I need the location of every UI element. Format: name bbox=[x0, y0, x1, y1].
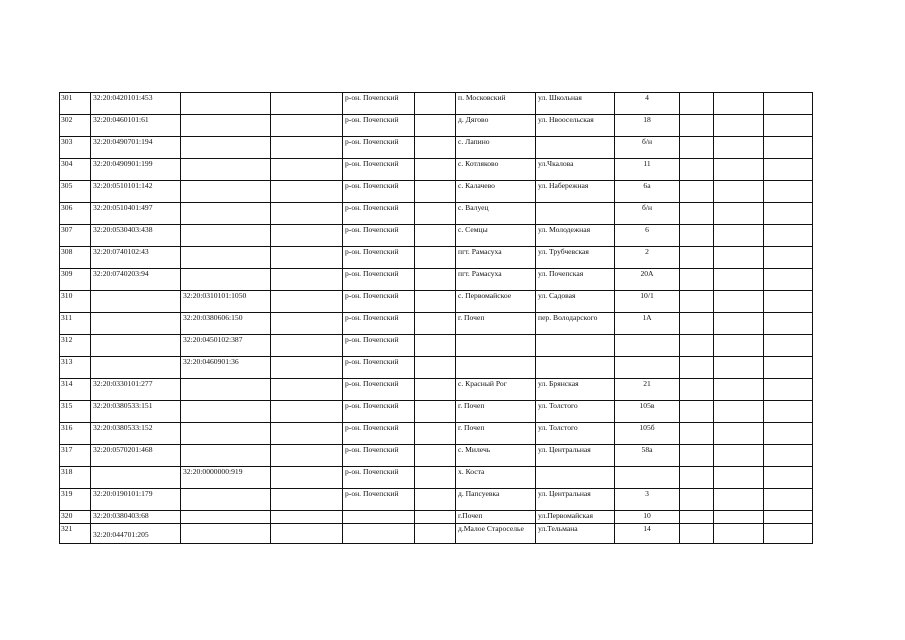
blank-cell bbox=[415, 313, 456, 335]
street-cell: ул. Молодежная bbox=[536, 225, 615, 247]
table-row bbox=[60, 225, 813, 247]
table-row bbox=[60, 489, 813, 511]
blank-cell bbox=[764, 511, 813, 524]
registry-table bbox=[59, 92, 813, 544]
table-row bbox=[60, 93, 813, 115]
street-cell: ул. Школьная bbox=[536, 93, 615, 115]
blank-cell bbox=[415, 225, 456, 247]
blank-cell bbox=[764, 313, 813, 335]
blank-cell bbox=[415, 115, 456, 137]
cadastral-number: 32:20:0380533:152 bbox=[91, 423, 181, 445]
cadastral-number: 32:20:0740203:94 bbox=[91, 269, 181, 291]
table-row bbox=[60, 247, 813, 269]
blank-cell bbox=[415, 181, 456, 203]
blank-cell bbox=[415, 445, 456, 467]
cadastral-number-alt: 32:20:0310101:1050 bbox=[181, 291, 271, 313]
house-cell: 2 bbox=[615, 247, 680, 269]
blank-cell bbox=[680, 524, 714, 544]
blank-cell bbox=[415, 291, 456, 313]
blank-cell bbox=[764, 467, 813, 489]
blank-cell bbox=[415, 489, 456, 511]
settlement-cell: г.Почеп bbox=[456, 511, 536, 524]
blank-cell bbox=[764, 269, 813, 291]
street-cell: ул. Центральная bbox=[536, 445, 615, 467]
row-number: 306 bbox=[60, 203, 91, 225]
blank-cell bbox=[680, 467, 714, 489]
blank-cell bbox=[680, 159, 714, 181]
row-number: 309 bbox=[60, 269, 91, 291]
row-number: 303 bbox=[60, 137, 91, 159]
row-number: 319 bbox=[60, 489, 91, 511]
district-cell: р-он. Почепский bbox=[343, 203, 415, 225]
row-number: 304 bbox=[60, 159, 91, 181]
house-cell: 105в bbox=[615, 401, 680, 423]
cadastral-number bbox=[91, 335, 181, 357]
house-cell: 21 bbox=[615, 379, 680, 401]
row-number: 314 bbox=[60, 379, 91, 401]
street-cell: ул.Чкалова bbox=[536, 159, 615, 181]
settlement-cell: д. Дягово bbox=[456, 115, 536, 137]
house-cell: б/н bbox=[615, 137, 680, 159]
blank-cell bbox=[764, 379, 813, 401]
house-cell: 20А bbox=[615, 269, 680, 291]
blank-cell bbox=[680, 379, 714, 401]
street-cell: ул. Нвоосельская bbox=[536, 115, 615, 137]
cadastral-number: 32:20:0460101:61 bbox=[91, 115, 181, 137]
row-number: 310 bbox=[60, 291, 91, 313]
blank-cell bbox=[714, 137, 764, 159]
street-cell: ул. Трубчевская bbox=[536, 247, 615, 269]
district-cell: р-он. Почепский bbox=[343, 467, 415, 489]
blank-cell bbox=[714, 423, 764, 445]
table-row bbox=[60, 269, 813, 291]
district-cell: р-он. Почепский bbox=[343, 225, 415, 247]
district-cell: р-он. Почепский bbox=[343, 93, 415, 115]
blank-cell bbox=[271, 524, 343, 544]
blank-cell bbox=[271, 335, 343, 357]
table-row bbox=[60, 524, 813, 544]
cadastral-number-alt bbox=[181, 379, 271, 401]
house-cell: 10/1 bbox=[615, 291, 680, 313]
blank-cell bbox=[680, 225, 714, 247]
house-cell bbox=[615, 467, 680, 489]
blank-cell bbox=[680, 269, 714, 291]
blank-cell bbox=[714, 93, 764, 115]
row-number: 320 bbox=[60, 511, 91, 524]
blank-cell bbox=[415, 159, 456, 181]
blank-cell bbox=[714, 269, 764, 291]
blank-cell bbox=[271, 489, 343, 511]
cadastral-number-alt bbox=[181, 401, 271, 423]
blank-cell bbox=[714, 247, 764, 269]
cadastral-number-alt: 32:20:0000000:919 bbox=[181, 467, 271, 489]
cadastral-number-alt bbox=[181, 137, 271, 159]
district-cell: р-он. Почепский bbox=[343, 489, 415, 511]
blank-cell bbox=[415, 524, 456, 544]
settlement-cell: д.Малое Староселье bbox=[456, 524, 536, 544]
district-cell: р-он. Почепский bbox=[343, 423, 415, 445]
row-number: 317 bbox=[60, 445, 91, 467]
cadastral-number bbox=[91, 524, 181, 544]
row-number: 318 bbox=[60, 467, 91, 489]
cadastral-number: 32:20:0190101:179 bbox=[91, 489, 181, 511]
street-cell bbox=[536, 357, 615, 379]
blank-cell bbox=[714, 467, 764, 489]
row-number: 313 bbox=[60, 357, 91, 379]
table-body bbox=[60, 93, 813, 544]
blank-cell bbox=[271, 313, 343, 335]
table-row bbox=[60, 445, 813, 467]
blank-cell bbox=[271, 291, 343, 313]
cadastral-number-alt bbox=[181, 159, 271, 181]
cadastral-number-alt: 32:20:0460901:36 bbox=[181, 357, 271, 379]
table-row bbox=[60, 379, 813, 401]
blank-cell bbox=[680, 313, 714, 335]
table-row bbox=[60, 313, 813, 335]
blank-cell bbox=[764, 225, 813, 247]
blank-cell bbox=[680, 247, 714, 269]
blank-cell bbox=[714, 181, 764, 203]
street-cell: ул. Толстого bbox=[536, 423, 615, 445]
district-cell: р-он. Почепский bbox=[343, 335, 415, 357]
blank-cell bbox=[271, 357, 343, 379]
district-cell: р-он. Почепский bbox=[343, 357, 415, 379]
table-row bbox=[60, 137, 813, 159]
blank-cell bbox=[764, 445, 813, 467]
blank-cell bbox=[271, 181, 343, 203]
house-cell: 6 bbox=[615, 225, 680, 247]
cadastral-number: 32:20:0510101:142 bbox=[91, 181, 181, 203]
table-row bbox=[60, 511, 813, 524]
district-cell: р-он. Почепский bbox=[343, 247, 415, 269]
cadastral-number bbox=[91, 467, 181, 489]
house-cell: 18 bbox=[615, 115, 680, 137]
district-cell: р-он. Почепский bbox=[343, 401, 415, 423]
blank-cell bbox=[714, 203, 764, 225]
settlement-cell: г. Почеп bbox=[456, 401, 536, 423]
blank-cell bbox=[415, 423, 456, 445]
blank-cell bbox=[764, 93, 813, 115]
district-cell bbox=[343, 524, 415, 544]
cadastral-number: 32:20:0570201:468 bbox=[91, 445, 181, 467]
district-cell: р-он. Почепский bbox=[343, 445, 415, 467]
cadastral-number: 32:20:0530403:438 bbox=[91, 225, 181, 247]
house-cell: 10 bbox=[615, 511, 680, 524]
house-cell bbox=[615, 335, 680, 357]
blank-cell bbox=[764, 181, 813, 203]
table-row bbox=[60, 357, 813, 379]
blank-cell bbox=[714, 489, 764, 511]
blank-cell bbox=[714, 401, 764, 423]
cadastral-number-alt bbox=[181, 445, 271, 467]
blank-cell bbox=[415, 357, 456, 379]
settlement-cell bbox=[456, 335, 536, 357]
street-cell: ул. Садовая bbox=[536, 291, 615, 313]
cadastral-number-alt bbox=[181, 489, 271, 511]
blank-cell bbox=[714, 357, 764, 379]
street-cell: ул. Толстого bbox=[536, 401, 615, 423]
blank-cell bbox=[680, 137, 714, 159]
blank-cell bbox=[415, 401, 456, 423]
house-cell: 6а bbox=[615, 181, 680, 203]
house-cell: 58а bbox=[615, 445, 680, 467]
cadastral-number bbox=[91, 357, 181, 379]
blank-cell bbox=[714, 511, 764, 524]
street-cell: пер. Володарского bbox=[536, 313, 615, 335]
blank-cell bbox=[680, 401, 714, 423]
blank-cell bbox=[271, 115, 343, 137]
blank-cell bbox=[764, 401, 813, 423]
street-cell: ул. Центральная bbox=[536, 489, 615, 511]
row-number: 307 bbox=[60, 225, 91, 247]
cadastral-number-alt bbox=[181, 269, 271, 291]
cadastral-number-alt bbox=[181, 93, 271, 115]
row-number: 301 bbox=[60, 93, 91, 115]
blank-cell bbox=[271, 269, 343, 291]
row-number: 316 bbox=[60, 423, 91, 445]
settlement-cell: пгт. Рамасуха bbox=[456, 247, 536, 269]
cadastral-number-alt bbox=[181, 115, 271, 137]
row-number: 312 bbox=[60, 335, 91, 357]
blank-cell bbox=[714, 159, 764, 181]
blank-cell bbox=[764, 247, 813, 269]
blank-cell bbox=[714, 291, 764, 313]
blank-cell bbox=[271, 203, 343, 225]
cadastral-number bbox=[91, 291, 181, 313]
blank-cell bbox=[271, 445, 343, 467]
cadastral-number: 32:20:0330101:277 bbox=[91, 379, 181, 401]
blank-cell bbox=[271, 379, 343, 401]
blank-cell bbox=[680, 357, 714, 379]
cadastral-number-alt bbox=[181, 225, 271, 247]
house-cell: 1А bbox=[615, 313, 680, 335]
table-row bbox=[60, 203, 813, 225]
blank-cell bbox=[680, 93, 714, 115]
settlement-cell: с. Валуец bbox=[456, 203, 536, 225]
table-row bbox=[60, 467, 813, 489]
district-cell: р-он. Почепский bbox=[343, 159, 415, 181]
blank-cell bbox=[271, 159, 343, 181]
table-row bbox=[60, 401, 813, 423]
district-cell: р-он. Почепский bbox=[343, 137, 415, 159]
settlement-cell: д. Папсуевка bbox=[456, 489, 536, 511]
street-cell: ул. Набережная bbox=[536, 181, 615, 203]
blank-cell bbox=[764, 203, 813, 225]
row-number: 308 bbox=[60, 247, 91, 269]
blank-cell bbox=[714, 335, 764, 357]
blank-cell bbox=[764, 489, 813, 511]
district-cell: р-он. Почепский bbox=[343, 291, 415, 313]
blank-cell bbox=[764, 115, 813, 137]
settlement-cell: г. Почеп bbox=[456, 423, 536, 445]
district-cell: р-он. Почепский bbox=[343, 313, 415, 335]
blank-cell bbox=[764, 291, 813, 313]
blank-cell bbox=[415, 247, 456, 269]
cadastral-number-alt bbox=[181, 203, 271, 225]
street-cell: ул. Почепская bbox=[536, 269, 615, 291]
blank-cell bbox=[714, 115, 764, 137]
house-cell: 14 bbox=[615, 524, 680, 544]
table-row bbox=[60, 159, 813, 181]
cadastral-number-alt bbox=[181, 181, 271, 203]
blank-cell bbox=[680, 115, 714, 137]
settlement-cell: с. Лапино bbox=[456, 137, 536, 159]
blank-cell bbox=[271, 423, 343, 445]
table-row bbox=[60, 115, 813, 137]
cadastral-number: 32:20:0740102:43 bbox=[91, 247, 181, 269]
blank-cell bbox=[271, 93, 343, 115]
settlement-cell: с. Котляково bbox=[456, 159, 536, 181]
district-cell: р-он. Почепский bbox=[343, 115, 415, 137]
blank-cell bbox=[415, 511, 456, 524]
cadastral-number-alt: 32:20:0450102:387 bbox=[181, 335, 271, 357]
blank-cell bbox=[271, 225, 343, 247]
street-cell: ул. Брянская bbox=[536, 379, 615, 401]
cadastral-number-text: 32:20:044701:205 bbox=[93, 530, 149, 539]
settlement-cell: п. Московский bbox=[456, 93, 536, 115]
blank-cell bbox=[680, 445, 714, 467]
district-cell: р-он. Почепский bbox=[343, 269, 415, 291]
settlement-cell bbox=[456, 357, 536, 379]
blank-cell bbox=[764, 423, 813, 445]
settlement-cell: пгт. Рамасуха bbox=[456, 269, 536, 291]
blank-cell bbox=[680, 203, 714, 225]
district-cell: р-он. Почепский bbox=[343, 379, 415, 401]
cadastral-number-alt bbox=[181, 423, 271, 445]
blank-cell bbox=[680, 489, 714, 511]
blank-cell bbox=[680, 335, 714, 357]
blank-cell bbox=[271, 137, 343, 159]
district-cell: р-он. Почепский bbox=[343, 181, 415, 203]
street-cell: ул.Первомайская bbox=[536, 511, 615, 524]
blank-cell bbox=[764, 137, 813, 159]
cadastral-number: 32:20:0380533:151 bbox=[91, 401, 181, 423]
house-cell: 3 bbox=[615, 489, 680, 511]
settlement-cell: с. Первомайское bbox=[456, 291, 536, 313]
blank-cell bbox=[415, 203, 456, 225]
cadastral-number-alt bbox=[181, 511, 271, 524]
district-cell bbox=[343, 511, 415, 524]
house-cell: б/н bbox=[615, 203, 680, 225]
settlement-cell: г. Почеп bbox=[456, 313, 536, 335]
row-number: 315 bbox=[60, 401, 91, 423]
table-row bbox=[60, 291, 813, 313]
blank-cell bbox=[714, 313, 764, 335]
blank-cell bbox=[764, 159, 813, 181]
street-cell bbox=[536, 335, 615, 357]
blank-cell bbox=[714, 524, 764, 544]
row-number: 305 bbox=[60, 181, 91, 203]
cadastral-number: 32:20:0490701:194 bbox=[91, 137, 181, 159]
house-cell bbox=[615, 357, 680, 379]
blank-cell bbox=[415, 93, 456, 115]
blank-cell bbox=[415, 467, 456, 489]
blank-cell bbox=[680, 181, 714, 203]
street-cell bbox=[536, 467, 615, 489]
settlement-cell: х. Коста bbox=[456, 467, 536, 489]
blank-cell bbox=[415, 137, 456, 159]
settlement-cell: с. Семцы bbox=[456, 225, 536, 247]
settlement-cell: с. Калачево bbox=[456, 181, 536, 203]
street-cell: ул.Тельмана bbox=[536, 524, 615, 544]
blank-cell bbox=[714, 379, 764, 401]
cadastral-number: 32:20:0380403:68 bbox=[91, 511, 181, 524]
blank-cell bbox=[714, 445, 764, 467]
blank-cell bbox=[714, 225, 764, 247]
cadastral-number-alt bbox=[181, 247, 271, 269]
blank-cell bbox=[680, 511, 714, 524]
table-row bbox=[60, 335, 813, 357]
house-cell: 11 bbox=[615, 159, 680, 181]
blank-cell bbox=[764, 335, 813, 357]
cadastral-number-alt bbox=[181, 524, 271, 544]
street-cell bbox=[536, 137, 615, 159]
cadastral-number: 32:20:0510401:497 bbox=[91, 203, 181, 225]
settlement-cell: с. Красный Рог bbox=[456, 379, 536, 401]
cadastral-number: 32:20:0490901:199 bbox=[91, 159, 181, 181]
cadastral-number: 32:20:0420101:453 bbox=[91, 93, 181, 115]
blank-cell bbox=[271, 401, 343, 423]
row-number: 321 bbox=[60, 524, 91, 544]
cadastral-number-alt: 32:20:0380606:150 bbox=[181, 313, 271, 335]
house-cell: 4 bbox=[615, 93, 680, 115]
settlement-cell: с. Милечь bbox=[456, 445, 536, 467]
blank-cell bbox=[415, 269, 456, 291]
row-number: 311 bbox=[60, 313, 91, 335]
row-number: 302 bbox=[60, 115, 91, 137]
street-cell bbox=[536, 203, 615, 225]
house-cell: 105б bbox=[615, 423, 680, 445]
blank-cell bbox=[271, 511, 343, 524]
blank-cell bbox=[415, 379, 456, 401]
blank-cell bbox=[415, 335, 456, 357]
blank-cell bbox=[764, 524, 813, 544]
blank-cell bbox=[764, 357, 813, 379]
table-row bbox=[60, 181, 813, 203]
table-row bbox=[60, 423, 813, 445]
blank-cell bbox=[271, 467, 343, 489]
blank-cell bbox=[680, 423, 714, 445]
blank-cell bbox=[271, 247, 343, 269]
blank-cell bbox=[680, 291, 714, 313]
cadastral-number bbox=[91, 313, 181, 335]
